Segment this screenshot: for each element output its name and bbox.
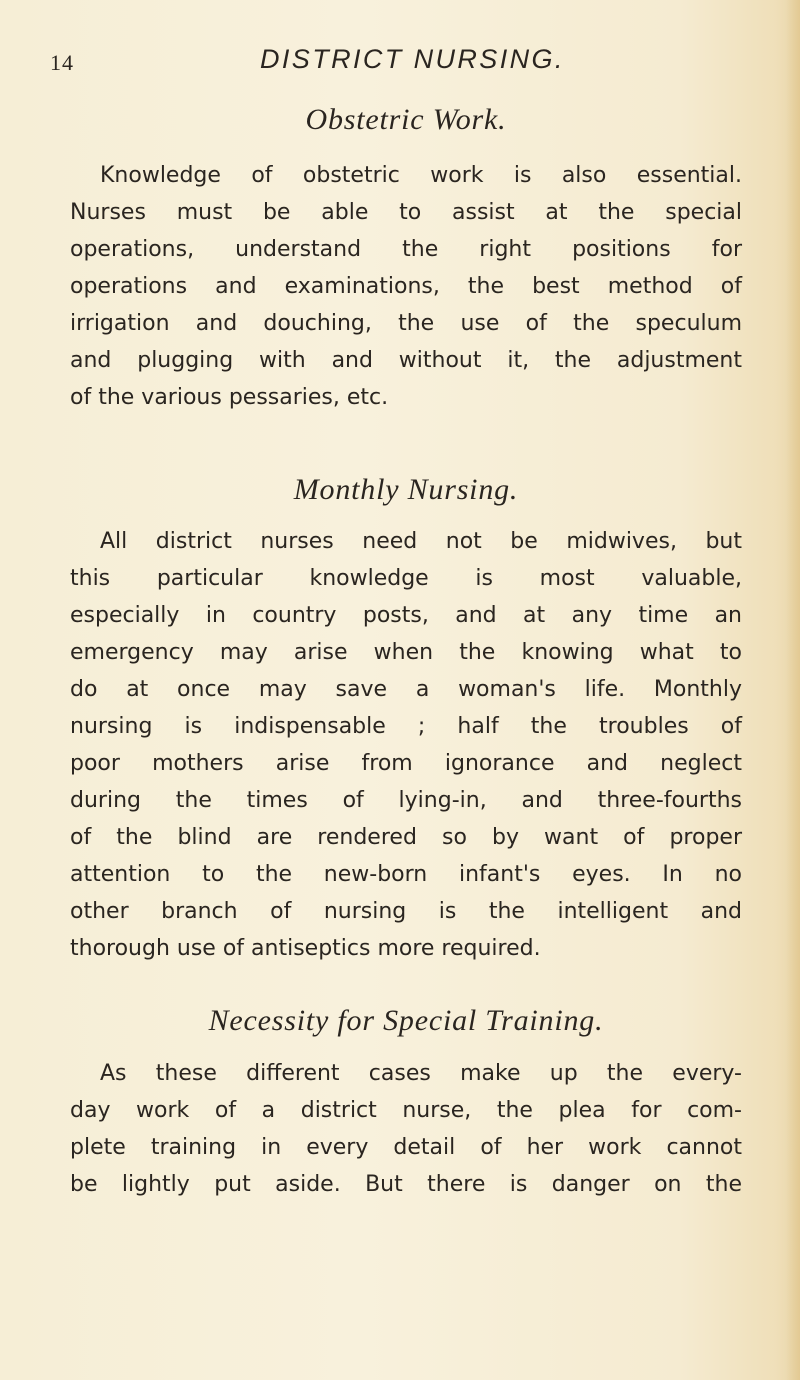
paragraph-line: Knowledge of obstetric work is also essential. xyxy=(100,163,742,188)
paragraph-necessity-for-special-training xyxy=(70,1055,742,1203)
section-heading-monthly-nursing: Monthly Nursing. xyxy=(293,473,519,506)
paragraph-line: nursing is indispensable ; half the troubles of xyxy=(70,714,742,739)
paragraph-obstetric-work xyxy=(70,157,742,416)
page-number: 14 xyxy=(50,50,74,75)
paragraph-line: of the blind are rendered so by want of proper xyxy=(70,825,742,850)
paragraph-line: and plugging with and without it, the adjustment xyxy=(70,348,742,373)
paragraph-line: be lightly put aside. But there is danger on the xyxy=(70,1172,742,1197)
paragraph-line: irrigation and douching, the use of the speculum xyxy=(70,311,742,336)
paragraph-line: especially in country posts, and at any time an xyxy=(70,603,742,628)
paragraph-line: poor mothers arise from ignorance and neglect xyxy=(70,751,742,776)
paragraph-line: Nurses must be able to assist at the special xyxy=(70,200,742,225)
section-heading-obstetric-work: Obstetric Work. xyxy=(305,103,507,136)
paragraph-line: thorough use of antiseptics more required. xyxy=(70,936,541,961)
page-edge-shadow xyxy=(786,0,800,1380)
paragraph-line: plete training in every detail of her work cannot xyxy=(70,1135,742,1160)
paragraph-line: of the various pessaries, etc. xyxy=(70,385,389,410)
paragraph-line: operations, understand the right positions for xyxy=(70,237,742,262)
paragraph-line: do at once may save a woman's life. Monthly xyxy=(70,677,742,702)
section-heading-necessity-for-special-training: Necessity for Special Training. xyxy=(208,1004,604,1037)
paragraph-line: during the times of lying-in, and three-fourths xyxy=(70,788,742,813)
running-title: DISTRICT NURSING. xyxy=(260,44,565,74)
paragraph-line: All district nurses need not be midwives, but xyxy=(100,529,742,554)
paragraph-line: As these different cases make up the every- xyxy=(100,1061,742,1086)
paragraph-line: emergency may arise when the knowing what to xyxy=(70,640,742,665)
paragraph-line: attention to the new-born infant's eyes. In no xyxy=(70,862,742,887)
running-head xyxy=(50,44,742,84)
paragraph-line: operations and examinations, the best method of xyxy=(70,274,742,299)
paragraph-monthly-nursing xyxy=(70,523,742,967)
paragraph-line: other branch of nursing is the intelligent and xyxy=(70,899,742,924)
paragraph-line: this particular knowledge is most valuable, xyxy=(70,566,742,591)
paragraph-line: day work of a district nurse, the plea for com- xyxy=(70,1098,742,1123)
